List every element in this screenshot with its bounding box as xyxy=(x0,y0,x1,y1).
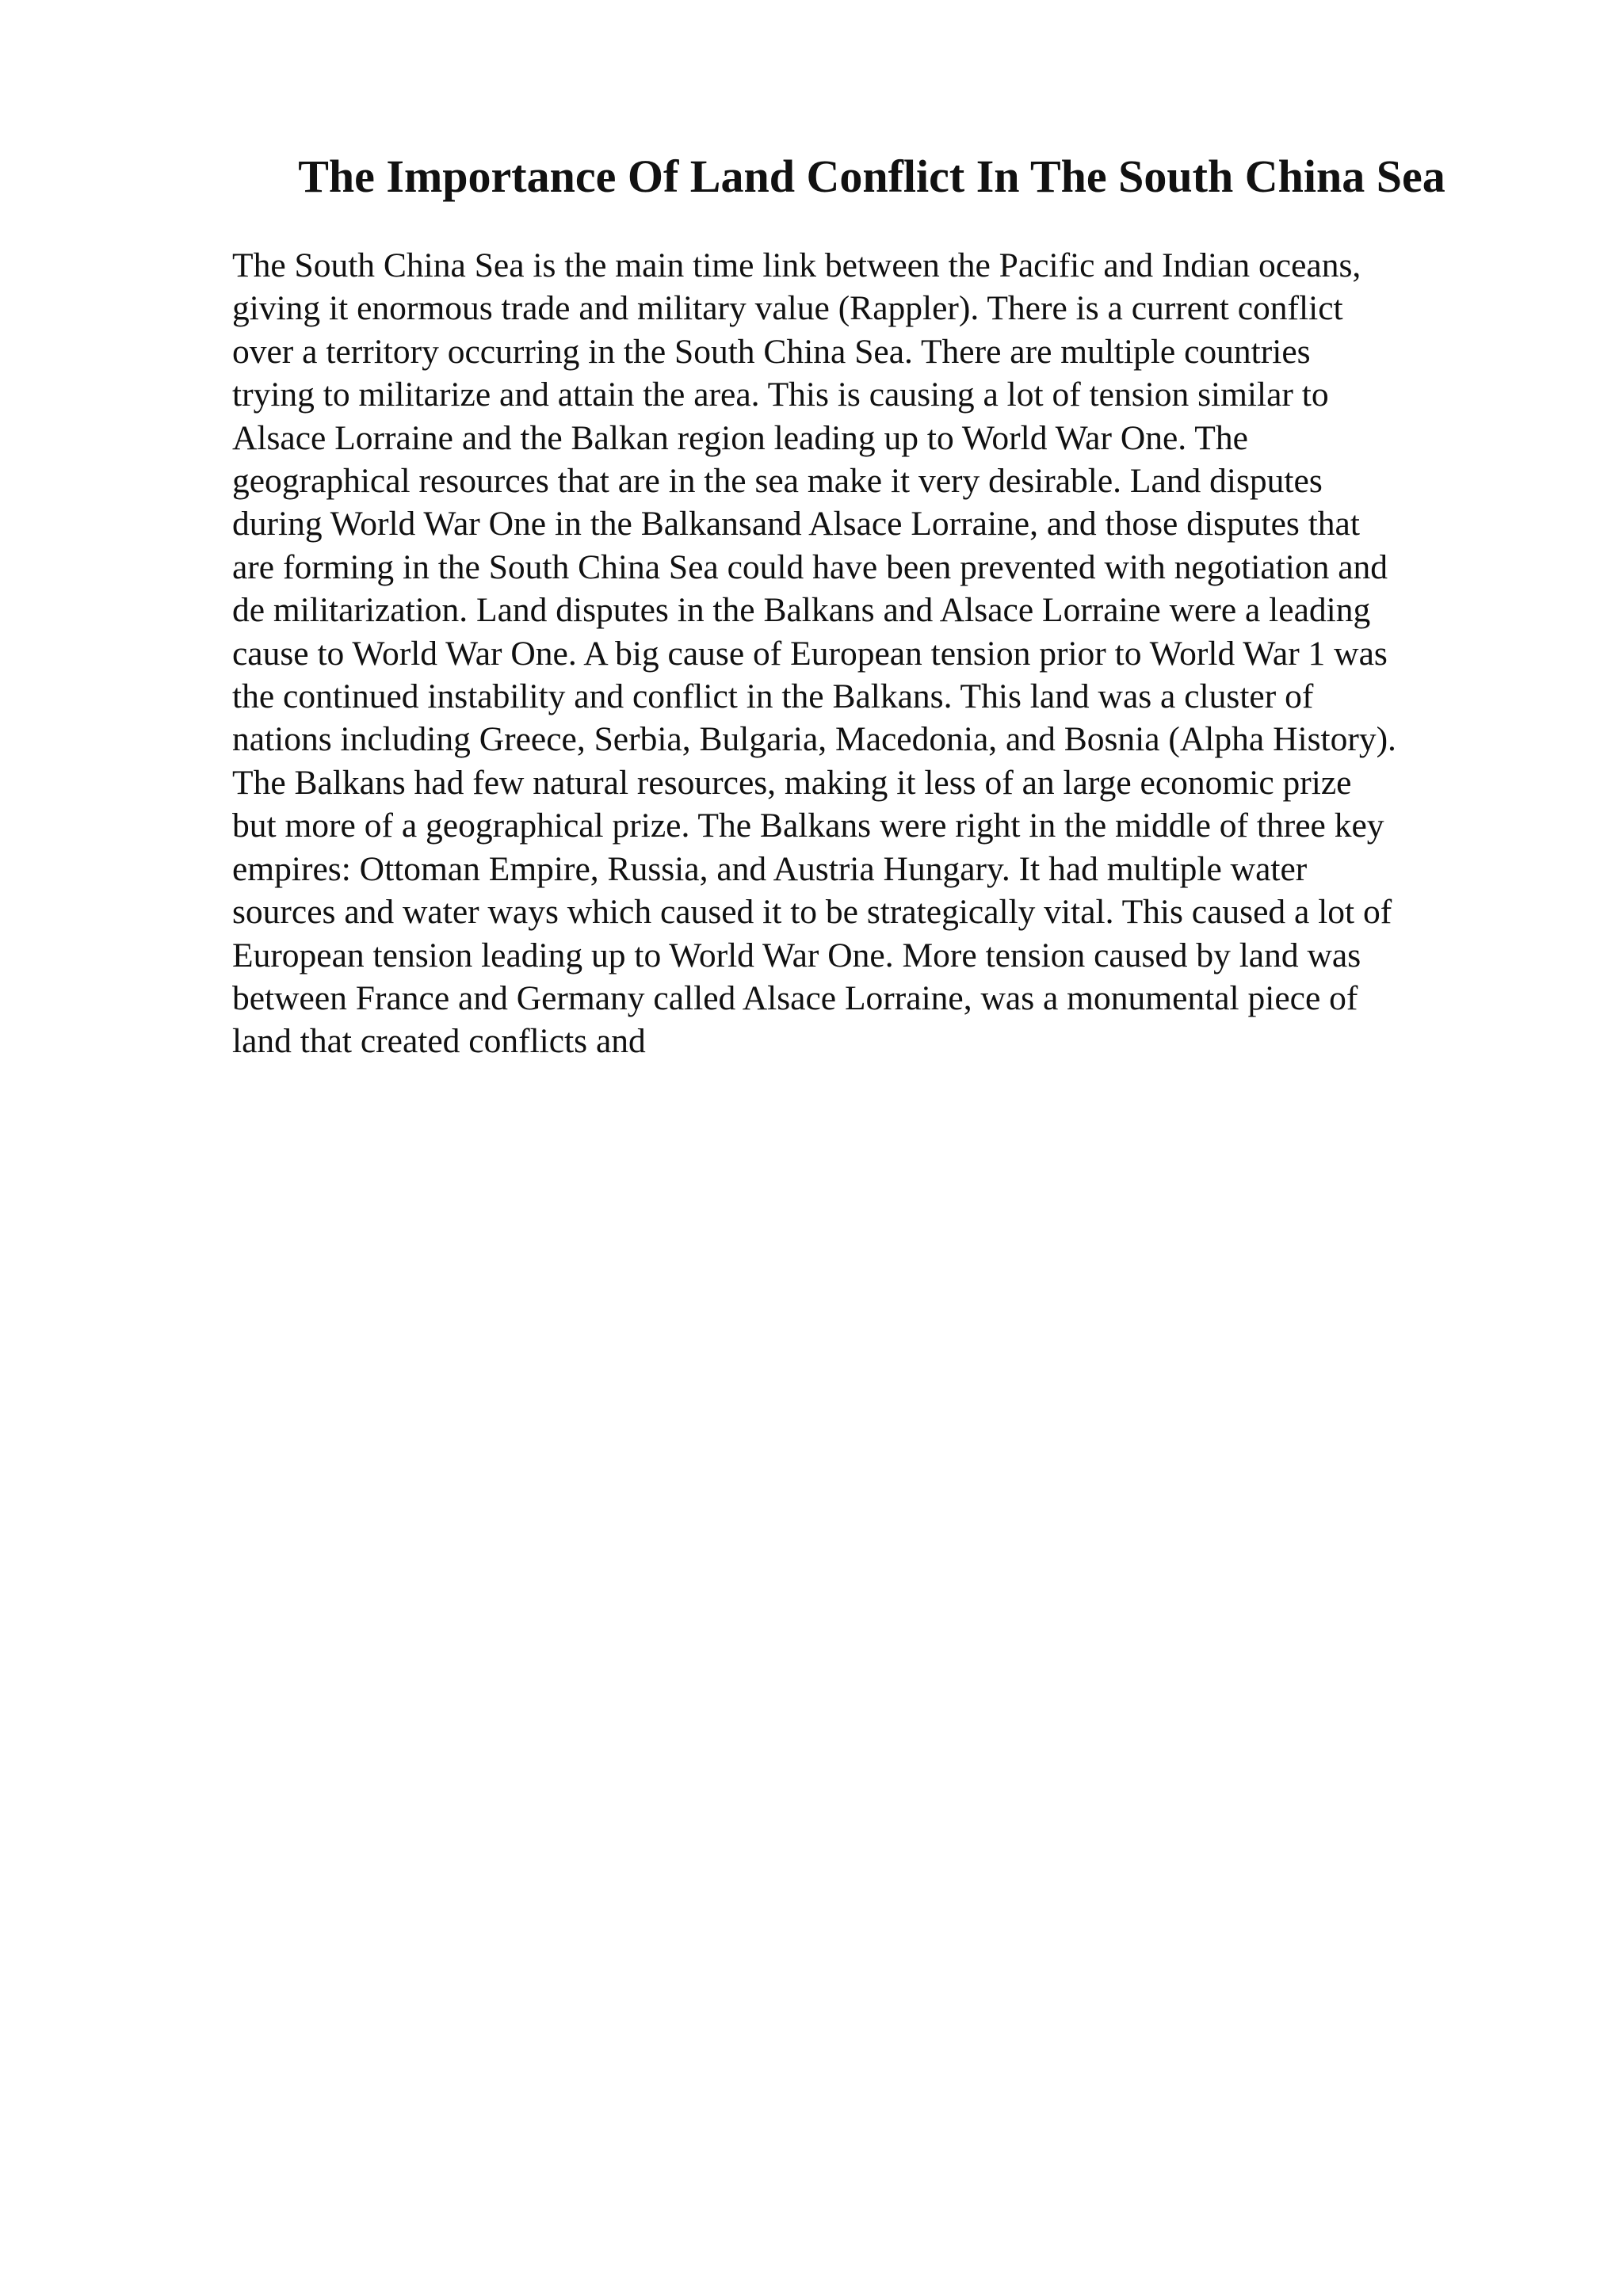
text-line: are forming in the South China Sea could have been prevented with negotiation and xyxy=(232,547,1388,586)
text-line: land that created conflicts and xyxy=(232,1022,646,1061)
text-line: The Balkans had few natural resources, making it less of an large economic prize xyxy=(232,763,1352,802)
text-line: giving it enormous trade and military value (Rappler). There is a current conflict xyxy=(232,289,1343,328)
document-title: The Importance Of Land Conflict In The South China Sea xyxy=(298,151,1445,202)
text-line: European tension leading up to World War One. More tension caused by land was xyxy=(232,936,1361,974)
text-line: The South China Sea is the main time link between the Pacific and Indian oceans, xyxy=(232,246,1361,284)
text-line: trying to militarize and attain the area. This is causing a lot of tension similar to xyxy=(232,376,1329,414)
text-line: sources and water ways which caused it to be strategically vital. This caused a lot of xyxy=(232,893,1392,932)
text-line: nations including Greece, Serbia, Bulgaria, Macedonia, and Bosnia (Alpha History). xyxy=(232,720,1396,759)
text-line: geographical resources that are in the sea make it very desirable. Land disputes xyxy=(232,462,1323,501)
text-line: but more of a geographical prize. The Balkans were right in the middle of three key xyxy=(232,807,1384,845)
body-paragraph xyxy=(232,244,1500,1063)
text-line: during World War One in the Balkansand Alsace Lorraine, and those disputes that xyxy=(232,505,1360,543)
text-line: between France and Germany called Alsace Lorraine, was a monumental piece of xyxy=(232,978,1358,1017)
text-line: Alsace Lorraine and the Balkan region leading up to World War One. The xyxy=(232,418,1248,457)
text-line: the continued instability and conflict in the Balkans. This land was a cluster of xyxy=(232,677,1314,716)
text-line: de militarization. Land disputes in the Balkans and Alsace Lorraine were a leading xyxy=(232,591,1371,630)
text-line: empires: Ottoman Empire, Russia, and Austria Hungary. It had multiple water xyxy=(232,849,1308,888)
text-line: cause to World War One. A big cause of European tension prior to World War 1 was xyxy=(232,634,1388,673)
text-line: over a territory occurring in the South China Sea. There are multiple countries xyxy=(232,332,1311,371)
